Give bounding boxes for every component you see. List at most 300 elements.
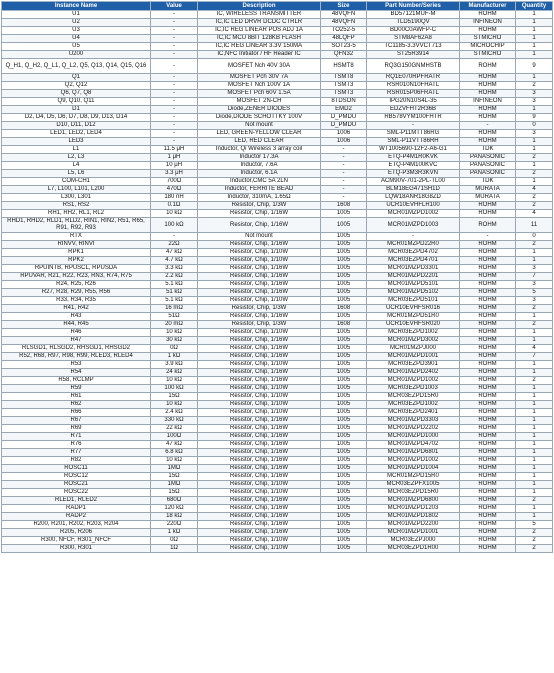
cell-manufacturer: ROHM (460, 457, 516, 465)
cell-description: Not mount (198, 233, 321, 241)
cell-instance-name: D10, D11, D12 (2, 122, 151, 130)
cell-instance-name: U4 (2, 35, 151, 43)
cell-instance-name: RPK2 (2, 257, 151, 265)
cell-instance-name: RLED1, RLED2 (2, 497, 151, 505)
table-row (2, 202, 553, 210)
cell-manufacturer: - (460, 233, 516, 241)
cell-size: 48VQFN (321, 11, 367, 19)
cell-part-number: STM8AF62A8 (367, 35, 460, 43)
table-row (2, 521, 553, 529)
cell-size: SOT23-5 (321, 43, 367, 51)
cell-quantity: 1 (516, 249, 553, 257)
cell-quantity: 1 (516, 35, 553, 43)
cell-value: - (151, 98, 198, 106)
cell-size: 1005 (321, 385, 367, 393)
cell-quantity: 2 (516, 82, 553, 90)
cell-size: TSMT8 (321, 74, 367, 82)
cell-instance-name: U200 (2, 51, 151, 59)
cell-part-number: MCR03EZPD3901 (367, 361, 460, 369)
header-part-number: Part Number/Series (367, 2, 460, 11)
cell-manufacturer: ROHM (460, 385, 516, 393)
table-row (2, 401, 553, 409)
cell-manufacturer: ROHM (460, 505, 516, 513)
table-row (2, 162, 553, 170)
cell-value: 2.4 kΩ (151, 409, 198, 417)
cell-value: 0Ω (151, 345, 198, 353)
cell-value: 100 kΩ (151, 385, 198, 393)
cell-instance-name: RINVV, RINVI (2, 241, 151, 249)
cell-quantity: 3 (516, 98, 553, 106)
cell-size: 1005 (321, 377, 367, 385)
cell-quantity: 1 (516, 489, 553, 497)
table-row (2, 170, 553, 178)
cell-size: 1005 (321, 249, 367, 257)
cell-value: 15Ω (151, 489, 198, 497)
cell-size: 1005 (321, 425, 367, 433)
cell-manufacturer: ROHM (460, 59, 516, 74)
cell-part-number: ETQ-P4M100KVC (367, 162, 460, 170)
cell-instance-name: U2 (2, 19, 151, 27)
cell-part-number: SML-P11VTT86RH (367, 138, 460, 146)
cell-instance-name: R59 (2, 385, 151, 393)
cell-manufacturer: ROHM (460, 441, 516, 449)
cell-quantity: 3 (516, 265, 553, 273)
cell-part-number: MCR03EZPD15R0 (367, 489, 460, 497)
cell-size: 1005 (321, 273, 367, 281)
cell-description: Inductor, FERRITE BEAD (198, 186, 321, 194)
cell-manufacturer: ROHM (460, 345, 516, 353)
cell-manufacturer: ROHM (460, 513, 516, 521)
cell-instance-name: Q_H1, Q_H2, Q_L1, Q_L2, Q5, Q13, Q14, Q15, Q16 (2, 59, 151, 74)
table-row (2, 545, 553, 553)
cell-description: Resistor, Chip, 1/16W (198, 345, 321, 353)
cell-size: 1006 (321, 130, 367, 138)
cell-value: 120 kΩ (151, 505, 198, 513)
cell-instance-name: D1 (2, 106, 151, 114)
table-row (2, 27, 553, 35)
cell-instance-name: RHD1, RHD2, RLD1, RLD2, RIN1, RIN2, R51, R65, R91, R92, R93 (2, 218, 151, 233)
cell-part-number: RB578VYM100FHTR (367, 114, 460, 122)
cell-description: Resistor, Chip, 1/10W (198, 401, 321, 409)
cell-value: 15Ω (151, 473, 198, 481)
cell-size: 1005 (321, 265, 367, 273)
cell-description: Resistor, Chip, 1/16W (198, 473, 321, 481)
cell-size: - (321, 146, 367, 154)
cell-description: Resistor, Chip, 1/16W (198, 369, 321, 377)
cell-description: IC,IC LED DRVR DCDC CTRLR (198, 19, 321, 27)
cell-manufacturer: - (460, 122, 516, 130)
cell-manufacturer: ROHM (460, 529, 516, 537)
cell-quantity: 3 (516, 297, 553, 305)
cell-instance-name: R46 (2, 329, 151, 337)
table-row (2, 122, 553, 130)
cell-instance-name: R58, RCLMP (2, 377, 151, 385)
cell-size: 1005 (321, 537, 367, 545)
cell-quantity: 1 (516, 146, 553, 154)
table-row (2, 409, 553, 417)
cell-quantity: 2 (516, 545, 553, 553)
cell-part-number: ETQ-P3M3R3KVN (367, 170, 460, 178)
cell-quantity: 1 (516, 465, 553, 473)
cell-part-number: TLD5190QV (367, 19, 460, 27)
cell-part-number: RQ1E070RPFRATR (367, 74, 460, 82)
cell-instance-name: RPUVAR, R21, R22, R23, RN3, R74, R75 (2, 273, 151, 281)
table-row (2, 297, 553, 305)
cell-value: 1MΩ (151, 465, 198, 473)
cell-quantity: 1 (516, 393, 553, 401)
cell-part-number: BD57121MUF-M (367, 11, 460, 19)
cell-manufacturer: INFINEON (460, 98, 516, 106)
cell-value: 0Ω (151, 537, 198, 545)
cell-manufacturer: ROHM (460, 393, 516, 401)
table-row (2, 537, 553, 545)
cell-value: 3.3 μH (151, 170, 198, 178)
cell-description: IC,IC REG LINEAR 3.3V 150MA (198, 43, 321, 51)
cell-value: - (151, 51, 198, 59)
cell-description: Resistor, Chip, 1/16W (198, 313, 321, 321)
cell-quantity: 1 (516, 457, 553, 465)
cell-size: 1005 (321, 457, 367, 465)
cell-size: 1005 (321, 297, 367, 305)
cell-size: 1005 (321, 281, 367, 289)
cell-description: Resistor, Chip, 1/16W (198, 273, 321, 281)
table-row (2, 114, 553, 122)
cell-instance-name: R77 (2, 449, 151, 457)
cell-description: Inductor,CMC 5A 2LN (198, 178, 321, 186)
cell-quantity: 2 (516, 305, 553, 313)
cell-description: MOSFET Nch 100V 1A (198, 82, 321, 90)
cell-description: Resistor, Chip, 1/16W (198, 241, 321, 249)
cell-manufacturer: ROHM (460, 337, 516, 345)
cell-quantity: 1 (516, 51, 553, 59)
table-row (2, 194, 553, 202)
cell-size: 1005 (321, 210, 367, 218)
cell-size: - (321, 170, 367, 178)
cell-size: 1005 (321, 289, 367, 297)
cell-instance-name: R47 (2, 337, 151, 345)
cell-instance-name: ROSC11 (2, 465, 151, 473)
cell-description: Resistor, Chip, 1/16W (198, 433, 321, 441)
cell-instance-name: R52, R68, R97, R98, R99, RLED3, RLED4 (2, 353, 151, 361)
cell-value: 10 kΩ (151, 377, 198, 385)
cell-size: 1005 (321, 241, 367, 249)
cell-quantity: 11 (516, 218, 553, 233)
cell-instance-name: R69 (2, 425, 151, 433)
cell-part-number: BD00C0AWFP-C (367, 27, 460, 35)
cell-part-number: MCR03EZPD1R00 (367, 545, 460, 553)
cell-part-number: MCR01MZPD4702 (367, 441, 460, 449)
cell-description: Resistor, Chip, 1/3W (198, 321, 321, 329)
cell-instance-name: Q6, Q7, Q8 (2, 90, 151, 98)
cell-value: 180 nH (151, 194, 198, 202)
table-row (2, 233, 553, 241)
cell-part-number: MCR01MZPD1001 (367, 353, 460, 361)
table-row (2, 35, 553, 43)
cell-description: IC, WIRELESS TRANSMITTER (198, 11, 321, 19)
table-row (2, 186, 553, 194)
cell-description: Inductor 17.3A (198, 154, 321, 162)
cell-size: 1005 (321, 218, 367, 233)
cell-quantity: 3 (516, 130, 553, 138)
cell-size: D_PMDU (321, 122, 367, 130)
cell-manufacturer: ROHM (460, 425, 516, 433)
cell-manufacturer: INFINEON (460, 19, 516, 27)
cell-quantity: 1 (516, 257, 553, 265)
cell-quantity: 2 (516, 529, 553, 537)
cell-part-number: MCR01MZPD1000 (367, 433, 460, 441)
table-row (2, 289, 553, 297)
cell-description: Resistor, Chip, 1/10W (198, 537, 321, 545)
cell-size: 1005 (321, 257, 367, 265)
cell-manufacturer: ROHM (460, 273, 516, 281)
cell-part-number: MCR01MZPD15R0 (367, 473, 460, 481)
table-row (2, 505, 553, 513)
table-row (2, 210, 553, 218)
cell-manufacturer: ROHM (460, 433, 516, 441)
cell-description: Resistor, Chip, 1/10W (198, 393, 321, 401)
cell-size: 1608 (321, 321, 367, 329)
cell-quantity: 4 (516, 345, 553, 353)
cell-quantity: 3 (516, 90, 553, 98)
cell-quantity: 2 (516, 194, 553, 202)
cell-quantity: 5 (516, 289, 553, 297)
cell-description: Not mount (198, 122, 321, 130)
cell-manufacturer: ROHM (460, 11, 516, 19)
cell-size: 1005 (321, 505, 367, 513)
cell-part-number: MCR03EZPD1002 (367, 401, 460, 409)
cell-description: IC,IC REG LINEAR POS ADJ 1A (198, 27, 321, 35)
cell-value: 470Ω (151, 186, 198, 194)
cell-quantity: 1 (516, 43, 553, 51)
table-row (2, 265, 553, 273)
cell-description: Resistor, Chip, 1/16W (198, 441, 321, 449)
header-size: Size (321, 2, 367, 11)
table-row (2, 385, 553, 393)
table-row (2, 305, 553, 313)
cell-manufacturer: ROHM (460, 537, 516, 545)
cell-part-number: RSR010N10FHATL (367, 82, 460, 90)
cell-value: 1 kΩ (151, 529, 198, 537)
cell-size: QFN32 (321, 51, 367, 59)
cell-instance-name: R82 (2, 457, 151, 465)
cell-part-number: MCR03EZPD2401 (367, 409, 460, 417)
table-row (2, 329, 553, 337)
table-row (2, 178, 553, 186)
table-row (2, 353, 553, 361)
cell-value: 100 kΩ (151, 218, 198, 233)
table-row (2, 138, 553, 146)
cell-size: 1005 (321, 473, 367, 481)
table-row (2, 313, 553, 321)
cell-size: TO252-5 (321, 27, 367, 35)
cell-description: Resistor, Chip, 1/10W (198, 329, 321, 337)
table-row (2, 257, 553, 265)
cell-manufacturer: ROHM (460, 321, 516, 329)
table-row (2, 457, 553, 465)
table-row (2, 19, 553, 27)
cell-size: 48VQFN (321, 19, 367, 27)
cell-value: 700Ω (151, 178, 198, 186)
cell-part-number: ETQ-P4M1R0KVK (367, 154, 460, 162)
cell-manufacturer: ROHM (460, 289, 516, 297)
cell-value: 1Ω (151, 545, 198, 553)
cell-part-number: BLM18EG471SH1D (367, 186, 460, 194)
cell-description: LED, RED CLEAR (198, 138, 321, 146)
cell-quantity: 7 (516, 353, 553, 361)
cell-size: 1005 (321, 329, 367, 337)
cell-quantity: 7 (516, 273, 553, 281)
cell-value: 1 μH (151, 154, 198, 162)
cell-description: Resistor, Chip, 1/16W (198, 218, 321, 233)
cell-value: - (151, 138, 198, 146)
cell-description: Resistor, Chip, 1/3W (198, 202, 321, 210)
cell-description: Resistor, Chip, 1/16W (198, 529, 321, 537)
cell-size: 1005 (321, 393, 367, 401)
cell-value: 18 kΩ (151, 513, 198, 521)
cell-quantity: 1 (516, 74, 553, 82)
cell-description: MOSFET Nch 40V 30A (198, 59, 321, 74)
table-row (2, 393, 553, 401)
cell-description: Resistor, Chip, 1/16W (198, 210, 321, 218)
cell-manufacturer: ROHM (460, 329, 516, 337)
cell-part-number: MCR03EZPD4702 (367, 249, 460, 257)
cell-value: 24 kΩ (151, 369, 198, 377)
cell-value: 680Ω (151, 497, 198, 505)
cell-instance-name: LED3 (2, 138, 151, 146)
cell-quantity: 1 (516, 19, 553, 27)
cell-part-number: UCR10EVHFSR016 (367, 305, 460, 313)
table-row (2, 441, 553, 449)
table-row (2, 154, 553, 162)
cell-size: D_PMDU (321, 114, 367, 122)
cell-instance-name: L5, L6 (2, 170, 151, 178)
cell-value: 330 kΩ (151, 417, 198, 425)
cell-manufacturer: ROHM (460, 369, 516, 377)
cell-instance-name: RH1, RH2, RL1, RL2 (2, 210, 151, 218)
cell-quantity: 4 (516, 210, 553, 218)
table-row (2, 51, 553, 59)
cell-size: 1005 (321, 449, 367, 457)
cell-size: 1005 (321, 409, 367, 417)
cell-instance-name: R27, R28, R29, R55, R56 (2, 289, 151, 297)
cell-instance-name: R300, NFCF, R301_NFCF (2, 537, 151, 545)
cell-part-number: MCR01MZPD3002 (367, 337, 460, 345)
table-row (2, 281, 553, 289)
cell-instance-name: L300, L301 (2, 194, 151, 202)
cell-size: 1005 (321, 353, 367, 361)
table-row (2, 106, 553, 114)
cell-manufacturer: ROHM (460, 313, 516, 321)
cell-manufacturer: MICROCHIP (460, 43, 516, 51)
cell-value: 22 kΩ (151, 425, 198, 433)
cell-size: 1005 (321, 489, 367, 497)
cell-size: TSMT3 (321, 90, 367, 98)
cell-description: Resistor, Chip, 1/16W (198, 457, 321, 465)
cell-description: Resistor, Chip, 1/10W (198, 249, 321, 257)
cell-quantity: 2 (516, 202, 553, 210)
cell-description: Resistor, Chip, 1/16W (198, 513, 321, 521)
cell-part-number: MCR01MZPD1002 (367, 210, 460, 218)
table-row (2, 218, 553, 233)
cell-part-number: MCR01MZPD2402 (367, 369, 460, 377)
cell-manufacturer: ROHM (460, 138, 516, 146)
cell-manufacturer: ROHM (460, 497, 516, 505)
cell-part-number: ACM90V-701-2PL-TL00 (367, 178, 460, 186)
cell-quantity: 1 (516, 138, 553, 146)
cell-part-number: LQW18ANR18G8ZD (367, 194, 460, 202)
cell-manufacturer: ROHM (460, 82, 516, 90)
cell-description: Resistor, Chip, 1/16W (198, 353, 321, 361)
cell-instance-name: U1 (2, 11, 151, 19)
cell-instance-name: RADP1 (2, 505, 151, 513)
cell-value: - (151, 35, 198, 43)
cell-quantity: 1 (516, 329, 553, 337)
cell-instance-name: LED1, LED2, LED4 (2, 130, 151, 138)
cell-manufacturer: ROHM (460, 114, 516, 122)
cell-manufacturer: ROHM (460, 545, 516, 553)
cell-manufacturer: STMICRO (460, 35, 516, 43)
table-row (2, 90, 553, 98)
cell-value: 5.1 kΩ (151, 297, 198, 305)
cell-manufacturer: ROHM (460, 417, 516, 425)
cell-part-number: ST25R3914 (367, 51, 460, 59)
cell-part-number: MCR01MZPD5101 (367, 281, 460, 289)
cell-size: 1005 (321, 529, 367, 537)
cell-quantity: 1 (516, 433, 553, 441)
cell-value: 3.9 kΩ (151, 361, 198, 369)
cell-instance-name: R44, R45 (2, 321, 151, 329)
cell-size: EMD2 (321, 106, 367, 114)
cell-manufacturer: PANASONIC (460, 154, 516, 162)
cell-value: - (151, 130, 198, 138)
table-row (2, 59, 553, 74)
cell-value: 10 kΩ (151, 210, 198, 218)
cell-value: - (151, 74, 198, 82)
header-row (2, 2, 553, 11)
table-row (2, 11, 553, 19)
header-description: Description (198, 2, 321, 11)
cell-size: 1005 (321, 465, 367, 473)
cell-quantity: 1 (516, 449, 553, 457)
cell-quantity: 2 (516, 537, 553, 545)
table-body (2, 11, 553, 553)
cell-value: 2.2 kΩ (151, 273, 198, 281)
cell-quantity: 9 (516, 114, 553, 122)
cell-description: Resistor, Chip, 1/10W (198, 385, 321, 393)
cell-manufacturer: ROHM (460, 106, 516, 114)
cell-part-number: MCR03EZPD5101 (367, 297, 460, 305)
table-row (2, 529, 553, 537)
cell-value: 51Ω (151, 313, 198, 321)
cell-part-number: MCR01MZPJ000 (367, 345, 460, 353)
table-row (2, 369, 553, 377)
cell-size: - (321, 194, 367, 202)
cell-quantity: 1 (516, 178, 553, 186)
cell-description: Resistor, Chip, 1/10W (198, 481, 321, 489)
cell-description: MOSFET Pch 60V 1.5A (198, 90, 321, 98)
cell-quantity: 0 (516, 233, 553, 241)
cell-instance-name: L1 (2, 146, 151, 154)
cell-description: Resistor, Chip, 1/16W (198, 337, 321, 345)
cell-instance-name: R43 (2, 313, 151, 321)
cell-quantity: 2 (516, 241, 553, 249)
table-row (2, 249, 553, 257)
cell-size: 1005 (321, 433, 367, 441)
cell-manufacturer: MURATA (460, 186, 516, 194)
cell-value: - (151, 106, 198, 114)
table-row (2, 473, 553, 481)
cell-quantity: 1 (516, 337, 553, 345)
